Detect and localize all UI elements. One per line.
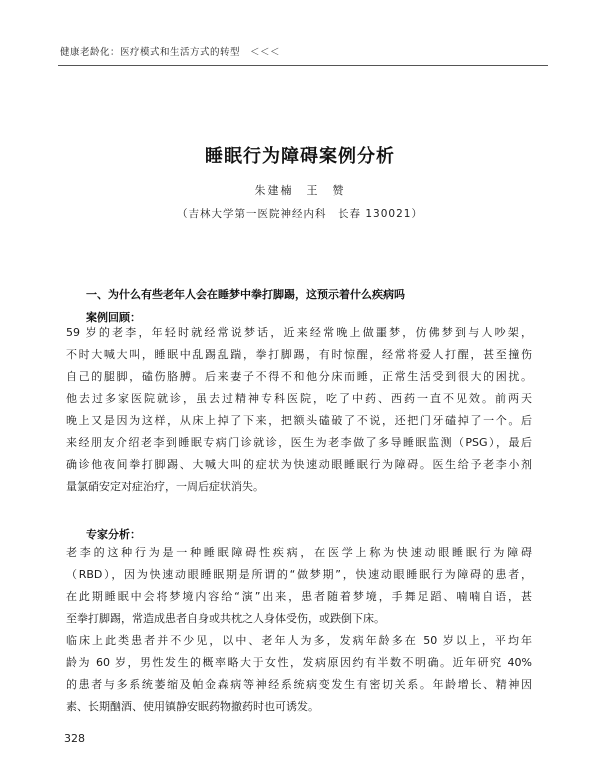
page-number: 328 <box>64 732 85 745</box>
text-line: 晚上又是因为这样，从床上掉了下来，把额头磕破了不说，还把门牙磕掉了一个。后 <box>66 414 532 427</box>
header-rule <box>58 65 548 66</box>
running-header: 健康老龄化：医疗模式和生活方式的转型 ＜＜＜ <box>60 47 281 58</box>
article-title: 睡眠行为障碍案例分析 <box>205 146 395 167</box>
text-line: 自己的腿脚，磕伤胳膊。后来妻子不得不和他分床而睡，正常生活受到很大的困扰。 <box>66 370 532 383</box>
text-line: 老李的这种行为是一种睡眠障碍性疾病，在医学上称为快速动眼睡眠行为障碍 <box>66 546 532 559</box>
text-line: 临床上此类患者并不少见，以中、老年人为多，发病年龄多在 50 岁以上，平均年 <box>66 634 532 647</box>
text-line: 龄为 60 岁，男性发生的概率略大于女性，发病原因约有半数不明确。近年研究 40% <box>66 656 532 669</box>
text-line: 59 岁的老李，年轻时就经常说梦话，近来经常晚上做噩梦，仿佛梦到与人吵架， <box>66 326 532 339</box>
section-heading: 一、为什么有些老年人会在睡梦中拳打脚踢，这预示着什么疾病吗 <box>86 288 405 301</box>
analysis-paragraph-1 <box>66 542 532 630</box>
case-review-label: 案例回顾： <box>86 311 141 324</box>
article-authors: 朱建楠 王 赞 <box>254 184 346 197</box>
text-line: 素、长期酗酒、使用镇静安眠药物撤药时也可诱发。 <box>66 700 319 713</box>
article-affiliation: （吉林大学第一医院神经内科 长春 130021） <box>177 208 423 220</box>
text-line: 至拳打脚踢，常造成患者自身或共枕之人身体受伤，或跌倒下床。 <box>66 612 385 625</box>
case-review-paragraph <box>66 322 532 498</box>
text-line: 他去过多家医院就诊，虽去过精神专科医院，吃了中药、西药一直不见效。前两天 <box>66 392 532 405</box>
text-line: 来经朋友介绍老李到睡眠专病门诊就诊，医生为老李做了多导睡眠监测（PSG），最后 <box>66 436 532 449</box>
text-line: 不时大喊大叫，睡眠中乱踢乱踹，拳打脚踢，有时惊醒，经常将爱人打醒，甚至撞伤 <box>66 348 532 361</box>
text-line: （RBD），因为快速动眼睡眠期是所谓的“做梦期”，快速动眼睡眠行为障碍的患者， <box>66 568 532 581</box>
expert-analysis-label: 专家分析： <box>86 528 141 541</box>
analysis-paragraph-2 <box>66 630 532 718</box>
text-line: 量氯硝安定对症治疗，一周后症状消失。 <box>66 480 264 493</box>
text-line: 在此期睡眠中会将梦境内容给“演”出来，患者随着梦境，手舞足蹈、喃喃自语，甚 <box>66 590 532 603</box>
text-line: 确诊他夜间拳打脚踢、大喊大叫的症状为快速动眼睡眠行为障碍。医生给予老李小剂 <box>66 458 532 471</box>
text-line: 的患者与多系统萎缩及帕金森病等神经系统病变发生有密切关系。年龄增长、精神因 <box>66 678 532 691</box>
